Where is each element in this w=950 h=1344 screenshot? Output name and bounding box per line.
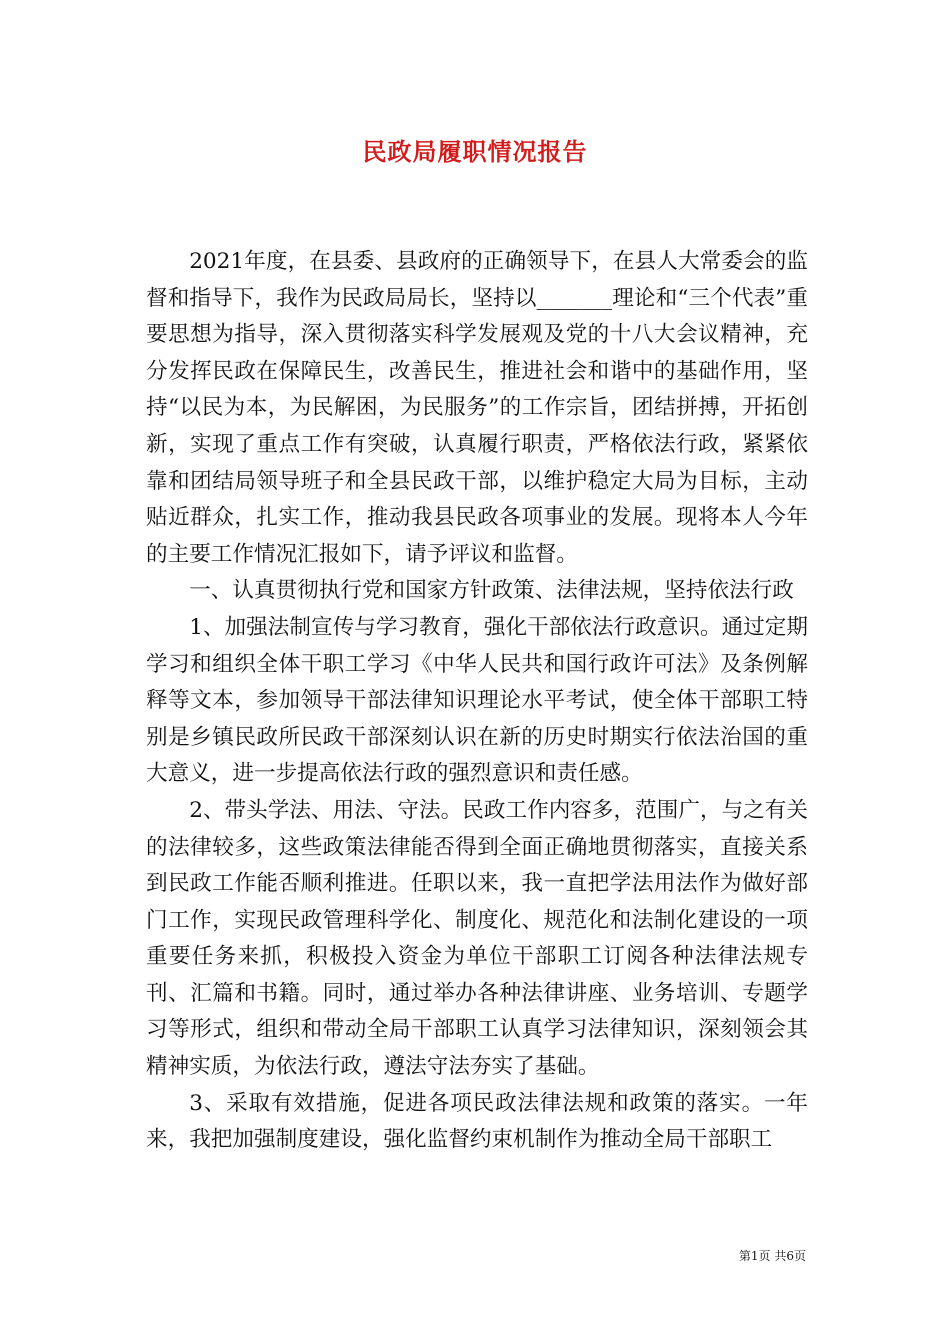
paragraph-item-3: 3、采取有效措施，促进各项民政法律法规和政策的落实。一年来，我把加强制度建设，强化监督约束机制作为推动全局干部职工 xyxy=(146,1090,808,1153)
section-heading-1: 一、认真贯彻执行党和国家方针政策、法律法规，坚持依法行政 xyxy=(189,578,794,604)
paragraph-item-1: 1、加强法制宣传与学习教育，强化干部依法行政意识。通过定期学习和组织全体干职工学习《中华人民共和国行政许可法》及条例解释等文本，参加领导干部法律知识理论水平考试，使全体干部职工特别是乡镇民政所民政干部深刻认识在新的历史时期实行依法治国的重大意义，进一步提高依法行政的强烈意识和责任感。 xyxy=(146,614,808,787)
document-body xyxy=(146,244,808,1159)
paragraph-intro: 2021年度，在县委、县政府的正确领导下，在县人大常委会的监督和指导下，我作为民政局局长，坚持以_______理论和“三个代表”重要思想为指导，深入贯彻落实科学发展观及党的十八大会议精神，充分发挥民政在保障民生，改善民生，推进社会和谐中的基础作用，坚持“以民为本，为民解困，为民服务”的工作宗旨，团结拼搏，开拓创新，实现了重点工作有突破，认真履行职责，严格依法行政，紧紧依靠和团结局领导班子和全县民政干部，以维护稳定大局为目标，主动贴近群众，扎实工作，推动我县民政各项事业的发展。现将本人今年的主要工作情况汇报如下，请予评议和监督。 xyxy=(146,249,808,567)
document-title: 民政局履职情况报告 xyxy=(362,137,588,166)
page-number: 第1页 共6页 xyxy=(738,1249,806,1263)
paragraph-item-2: 2、带头学法、用法、守法。民政工作内容多，范围广，与之有关的法律较多，这些政策法律能否得到全面正确地贯彻落实，直接关系到民政工作能否顺利推进。任职以来，我一直把学法用法作为做好部门工作，实现民政管理科学化、制度化、规范化和法制化建设的一项重要任务来抓，积极投入资金为单位干部职工订阅各种法律法规专刊、汇篇和书籍。同时，通过举办各种法律讲座、业务培训、专题学习等形式，组织和带动全局干部职工认真学习法律知识，深刻领会其精神实质，为依法行政，遵法守法夯实了基础。 xyxy=(146,797,808,1080)
